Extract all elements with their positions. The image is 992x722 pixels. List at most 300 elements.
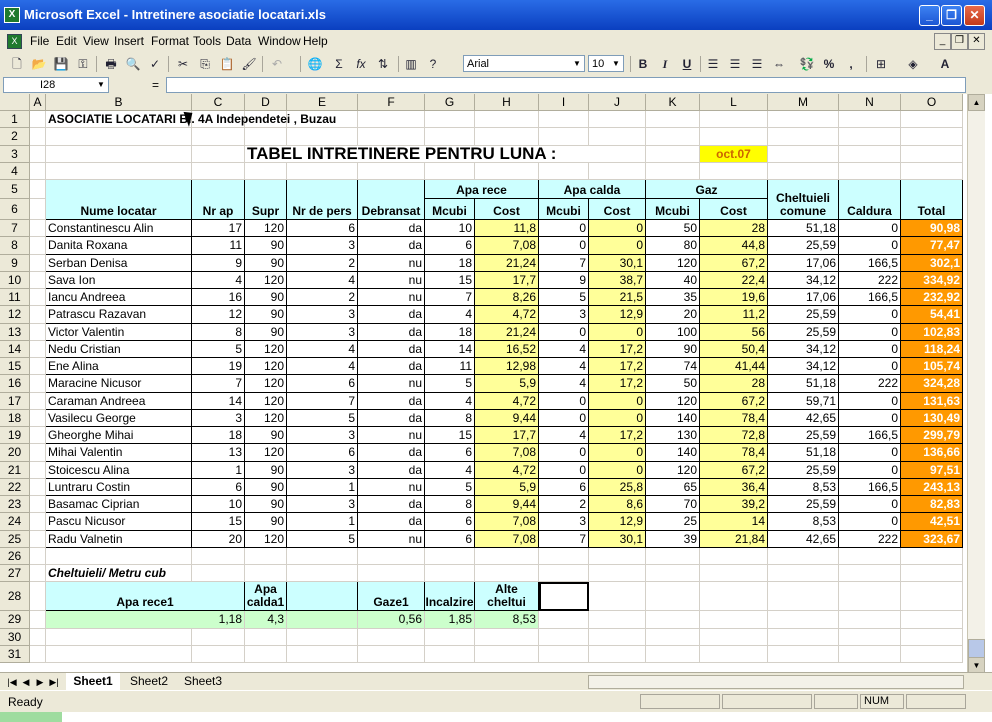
data-cell[interactable]: 136,66 [901,444,963,461]
data-cell[interactable]: 8 [192,324,245,341]
data-cell[interactable]: 302,1 [901,255,963,272]
data-cell[interactable]: 334,92 [901,272,963,289]
data-cell[interactable]: 13 [192,444,245,461]
data-cell[interactable]: 3 [287,237,358,254]
data-cell[interactable]: 0 [589,462,646,479]
data-cell[interactable]: 9,44 [475,410,539,427]
org-title-cell[interactable]: ASOCIATIE LOCATARI Bl. 4A Independetei , Buzau [46,111,475,128]
cell[interactable] [768,128,839,145]
cell[interactable] [901,548,963,565]
data-cell[interactable]: 0 [839,306,901,323]
cell[interactable] [901,163,963,180]
tab-sheet1[interactable]: Sheet1 [66,673,120,690]
cell[interactable] [539,565,589,582]
header-nr-pers[interactable]: Nr de pers [287,180,358,220]
data-cell[interactable]: 90,98 [901,220,963,237]
expense-header-cell[interactable]: Alte cheltui [475,582,539,611]
doc-restore-button[interactable]: ❐ [951,33,968,50]
cell[interactable] [30,444,46,461]
align-left-icon[interactable]: ☰ [707,57,719,71]
tenant-name-cell[interactable]: Nedu Cristian [46,341,192,358]
data-cell[interactable]: 102,83 [901,324,963,341]
data-cell[interactable]: 6 [287,220,358,237]
cell[interactable] [358,128,425,145]
row-header[interactable]: 10 [0,272,30,289]
data-cell[interactable]: 6 [287,444,358,461]
currency-icon[interactable]: 💱 [799,57,815,71]
data-cell[interactable]: 11,2 [700,306,768,323]
cell[interactable] [30,255,46,272]
data-cell[interactable]: 4,72 [475,306,539,323]
column-header[interactable]: O [901,94,963,111]
data-cell[interactable]: 232,92 [901,289,963,306]
data-cell[interactable]: 25,59 [768,496,839,513]
row-header[interactable]: 14 [0,341,30,358]
column-header[interactable]: I [539,94,589,111]
data-cell[interactable]: 3 [539,513,589,530]
cell[interactable] [425,629,475,646]
data-cell[interactable]: 6 [425,444,475,461]
data-cell[interactable]: 16 [192,289,245,306]
data-cell[interactable]: 6 [539,479,589,496]
cell[interactable] [30,513,46,530]
cell[interactable] [30,237,46,254]
data-cell[interactable]: 130,49 [901,410,963,427]
data-cell[interactable]: 34,12 [768,358,839,375]
open-icon[interactable]: 📂 [31,57,47,71]
cell[interactable] [768,146,839,163]
font-size-select[interactable]: 10 ▼ [588,55,624,72]
data-cell[interactable]: 7 [539,531,589,548]
data-cell[interactable]: 12 [192,306,245,323]
data-cell[interactable]: 17,7 [475,272,539,289]
cell[interactable] [30,306,46,323]
tenant-name-cell[interactable]: Patrascu Razavan [46,306,192,323]
data-cell[interactable]: 36,4 [700,479,768,496]
data-cell[interactable]: 90 [245,427,287,444]
row-header[interactable]: 17 [0,393,30,410]
cell[interactable] [768,111,839,128]
data-cell[interactable]: 90 [245,237,287,254]
cell[interactable] [30,163,46,180]
tenant-name-cell[interactable]: Radu Valnetin [46,531,192,548]
data-cell[interactable]: 243,13 [901,479,963,496]
cell[interactable] [539,163,589,180]
data-cell[interactable]: 4 [287,272,358,289]
data-cell[interactable]: nu [358,427,425,444]
expense-header-cell[interactable]: Apa calda1 [245,582,287,611]
cell[interactable] [245,565,287,582]
cell[interactable] [475,548,539,565]
menu-tools[interactable]: Tools [193,34,222,48]
row-header[interactable]: 3 [0,146,30,163]
data-cell[interactable]: 19 [192,358,245,375]
cell[interactable] [839,128,901,145]
data-cell[interactable]: 5 [287,410,358,427]
column-header[interactable]: L [700,94,768,111]
cell[interactable] [700,582,768,611]
cell[interactable] [287,163,358,180]
data-cell[interactable]: 105,74 [901,358,963,375]
data-cell[interactable]: 12,9 [589,306,646,323]
header-caldura[interactable]: Caldura [839,180,901,220]
cell[interactable] [589,565,646,582]
data-cell[interactable]: 0 [589,444,646,461]
cell[interactable] [358,548,425,565]
row-header[interactable]: 18 [0,410,30,427]
data-cell[interactable]: nu [358,289,425,306]
data-cell[interactable]: 59,71 [768,393,839,410]
row-header[interactable]: 23 [0,496,30,513]
data-cell[interactable]: da [358,393,425,410]
data-cell[interactable]: 0 [539,462,589,479]
data-cell[interactable]: 3 [539,306,589,323]
cell[interactable] [192,548,245,565]
cell[interactable] [768,582,839,611]
cell[interactable] [839,629,901,646]
data-cell[interactable]: 17,2 [589,375,646,392]
data-cell[interactable]: 222 [839,531,901,548]
cell[interactable] [30,128,46,145]
data-cell[interactable]: 0 [839,341,901,358]
cell[interactable] [245,548,287,565]
data-cell[interactable]: 65 [646,479,700,496]
header-gaz[interactable]: Gaz [646,180,768,199]
menu-file[interactable]: File [30,34,50,48]
cell[interactable] [539,548,589,565]
sort-ascending-icon[interactable]: ⇅ [377,57,389,71]
data-cell[interactable]: 6 [192,479,245,496]
data-cell[interactable]: 120 [245,220,287,237]
data-cell[interactable]: 25,59 [768,427,839,444]
data-cell[interactable]: 17,2 [589,358,646,375]
data-cell[interactable]: 2 [287,289,358,306]
cell[interactable] [901,611,963,628]
doc-minimize-button[interactable]: _ [934,33,951,50]
expense-value-cell[interactable]: 4,3 [245,611,287,628]
data-cell[interactable]: 10 [192,496,245,513]
data-cell[interactable]: 7,08 [475,444,539,461]
data-cell[interactable]: 4 [425,306,475,323]
restore-button[interactable]: ❐ [941,5,962,26]
month-cell[interactable]: oct.07 [700,146,768,163]
data-cell[interactable]: 90 [245,324,287,341]
row-header[interactable]: 29 [0,611,30,628]
tenant-name-cell[interactable]: Sava Ion [46,272,192,289]
data-cell[interactable]: 0 [839,358,901,375]
data-cell[interactable]: 17 [192,220,245,237]
save-icon[interactable]: 💾 [53,57,69,71]
header-total[interactable]: Total [901,180,963,220]
data-cell[interactable]: 299,79 [901,427,963,444]
cell[interactable] [46,146,192,163]
data-cell[interactable]: 6 [287,375,358,392]
cell[interactable] [30,199,46,220]
data-cell[interactable]: 0 [839,444,901,461]
cell[interactable] [539,128,589,145]
data-cell[interactable]: da [358,513,425,530]
data-cell[interactable]: da [358,358,425,375]
data-cell[interactable]: 1 [192,462,245,479]
data-cell[interactable]: 2 [539,496,589,513]
data-cell[interactable]: 5,9 [475,375,539,392]
data-cell[interactable]: 0 [839,393,901,410]
row-header[interactable]: 8 [0,237,30,254]
data-cell[interactable]: 5 [425,479,475,496]
data-cell[interactable]: 20 [192,531,245,548]
data-cell[interactable]: 90 [245,255,287,272]
tenant-name-cell[interactable]: Danita Roxana [46,237,192,254]
spelling-icon[interactable]: ✓ [149,57,161,71]
scroll-down-icon[interactable]: ▼ [968,657,985,674]
data-cell[interactable]: 72,8 [700,427,768,444]
cell[interactable] [646,163,700,180]
cell[interactable] [589,629,646,646]
autosum-icon[interactable]: Σ [335,57,343,71]
data-cell[interactable]: 7,08 [475,531,539,548]
tenant-name-cell[interactable]: Iancu Andreea [46,289,192,306]
tenant-name-cell[interactable]: Pascu Nicusor [46,513,192,530]
tenant-name-cell[interactable]: Ene Alina [46,358,192,375]
expense-value-cell[interactable]: 1,85 [425,611,475,628]
menu-insert[interactable]: Insert [114,34,145,48]
data-cell[interactable]: 5 [287,531,358,548]
data-cell[interactable]: 120 [245,444,287,461]
data-cell[interactable]: 21,84 [700,531,768,548]
cell[interactable] [589,163,646,180]
cell[interactable] [30,582,46,611]
data-cell[interactable]: 7 [287,393,358,410]
data-cell[interactable]: 25,59 [768,306,839,323]
data-cell[interactable]: 166,5 [839,255,901,272]
cell[interactable] [425,163,475,180]
copy-icon[interactable]: ⎘ [200,57,210,71]
data-cell[interactable]: 25 [646,513,700,530]
data-cell[interactable]: 0 [589,237,646,254]
row-header[interactable]: 26 [0,548,30,565]
data-cell[interactable]: 4 [539,358,589,375]
data-cell[interactable]: 140 [646,444,700,461]
data-cell[interactable]: 323,67 [901,531,963,548]
data-cell[interactable]: 2 [287,255,358,272]
data-cell[interactable]: 0 [589,410,646,427]
data-cell[interactable]: 3 [287,462,358,479]
tenant-name-cell[interactable]: Basamac Ciprian [46,496,192,513]
data-cell[interactable]: 21,5 [589,289,646,306]
data-cell[interactable]: 42,51 [901,513,963,530]
cell[interactable] [646,582,700,611]
data-cell[interactable]: 22,4 [700,272,768,289]
expense-value-cell[interactable]: 8,53 [475,611,539,628]
chart-wizard-icon[interactable]: ▥ [405,57,417,71]
data-cell[interactable]: 39,2 [700,496,768,513]
header-cost[interactable]: Cost [475,199,539,220]
data-cell[interactable]: nu [358,375,425,392]
data-cell[interactable]: 6 [425,513,475,530]
data-cell[interactable]: 6 [425,531,475,548]
data-cell[interactable]: 41,44 [700,358,768,375]
data-cell[interactable]: 0 [539,220,589,237]
cell[interactable] [646,611,700,628]
data-cell[interactable]: 17,2 [589,341,646,358]
cell[interactable] [839,163,901,180]
data-cell[interactable]: 0 [539,410,589,427]
row-header[interactable]: 5 [0,180,30,199]
data-cell[interactable]: 0 [539,237,589,254]
column-header[interactable]: C [192,94,245,111]
data-cell[interactable]: 15 [192,513,245,530]
data-cell[interactable]: 12,98 [475,358,539,375]
cell[interactable] [287,629,358,646]
cell[interactable] [46,646,192,663]
column-header[interactable]: A [30,94,46,111]
format-painter-icon[interactable]: 🖌 [241,57,257,71]
data-cell[interactable]: 44,8 [700,237,768,254]
cell[interactable] [192,128,245,145]
data-cell[interactable]: 15 [425,427,475,444]
data-cell[interactable]: 4 [287,341,358,358]
expense-value-cell[interactable]: 0,56 [358,611,425,628]
menu-window[interactable]: Window [258,34,301,48]
header-nr-ap[interactable]: Nr ap [192,180,245,220]
data-cell[interactable]: 70 [646,496,700,513]
cell[interactable] [30,180,46,199]
cell[interactable] [192,146,245,163]
header-apa-calda[interactable]: Apa calda [539,180,646,199]
data-cell[interactable]: da [358,410,425,427]
cell[interactable] [30,111,46,128]
data-cell[interactable]: 7 [425,289,475,306]
row-header[interactable]: 12 [0,306,30,323]
data-cell[interactable]: 120 [245,393,287,410]
cell[interactable] [539,111,589,128]
select-all-corner[interactable] [0,94,30,111]
data-cell[interactable]: 8 [425,410,475,427]
data-cell[interactable]: 28 [700,220,768,237]
taskbar-start[interactable] [0,712,62,722]
header-supr[interactable]: Supr [245,180,287,220]
cell[interactable] [839,582,901,611]
column-header[interactable]: E [287,94,358,111]
data-cell[interactable]: 130 [646,427,700,444]
row-header[interactable]: 19 [0,427,30,444]
cell[interactable] [768,163,839,180]
data-cell[interactable]: 120 [646,255,700,272]
data-cell[interactable]: 3 [192,410,245,427]
print-icon[interactable]: 🖶 [105,57,117,71]
column-header[interactable]: D [245,94,287,111]
cell[interactable] [30,220,46,237]
cell[interactable] [475,128,539,145]
cell[interactable] [589,646,646,663]
data-cell[interactable]: 50 [646,220,700,237]
cell[interactable] [30,358,46,375]
cell[interactable] [30,496,46,513]
cell[interactable] [589,582,646,611]
cell[interactable] [589,128,646,145]
data-cell[interactable]: 14 [700,513,768,530]
data-cell[interactable]: 74 [646,358,700,375]
hyperlink-icon[interactable]: 🌐 [307,57,323,71]
data-cell[interactable]: 50,4 [700,341,768,358]
data-cell[interactable]: 120 [245,341,287,358]
cell[interactable] [30,410,46,427]
data-cell[interactable]: 4 [287,358,358,375]
scroll-up-icon[interactable]: ▲ [968,94,985,111]
data-cell[interactable]: 18 [425,324,475,341]
data-cell[interactable]: 78,4 [700,410,768,427]
data-cell[interactable]: da [358,237,425,254]
cell[interactable] [425,565,475,582]
data-cell[interactable]: 4 [192,272,245,289]
data-cell[interactable]: 9,44 [475,496,539,513]
cell[interactable] [192,629,245,646]
cell[interactable] [46,629,192,646]
name-box[interactable]: I28 ▼ [3,77,109,93]
cell[interactable] [425,548,475,565]
column-header[interactable]: M [768,94,839,111]
data-cell[interactable]: 90 [245,289,287,306]
data-cell[interactable]: 0 [839,410,901,427]
data-cell[interactable]: 4 [425,393,475,410]
data-cell[interactable]: 4,72 [475,393,539,410]
data-cell[interactable]: 3 [287,324,358,341]
minimize-button[interactable]: _ [919,5,940,26]
row-header[interactable]: 22 [0,479,30,496]
cell[interactable] [839,111,901,128]
data-cell[interactable]: 120 [245,410,287,427]
active-cell-selection[interactable] [539,582,589,611]
cell[interactable] [700,163,768,180]
data-cell[interactable]: 8,53 [768,479,839,496]
cell[interactable] [589,611,646,628]
data-cell[interactable]: 14 [192,393,245,410]
data-cell[interactable]: 8 [425,496,475,513]
tenant-name-cell[interactable]: Caraman Andreea [46,393,192,410]
cell[interactable] [646,565,700,582]
column-header[interactable]: K [646,94,700,111]
cell[interactable] [768,565,839,582]
horizontal-scrollbar[interactable] [588,675,964,689]
data-cell[interactable]: 82,83 [901,496,963,513]
data-cell[interactable]: nu [358,255,425,272]
cell[interactable] [700,565,768,582]
font-color-icon[interactable]: A [940,57,950,71]
data-cell[interactable]: 0 [589,220,646,237]
data-cell[interactable]: 17,2 [589,427,646,444]
row-header[interactable]: 20 [0,444,30,461]
header-cost[interactable]: Cost [589,199,646,220]
data-cell[interactable]: da [358,462,425,479]
header-debransat[interactable]: Debransat [358,180,425,220]
data-cell[interactable]: 67,2 [700,255,768,272]
data-cell[interactable]: 4,72 [475,462,539,479]
data-cell[interactable]: 28 [700,375,768,392]
last-sheet-icon[interactable]: ▶| [49,677,59,687]
data-cell[interactable]: da [358,324,425,341]
row-header[interactable]: 27 [0,565,30,582]
data-cell[interactable]: 38,7 [589,272,646,289]
data-cell[interactable]: 42,65 [768,531,839,548]
header-mcubi[interactable]: Mcubi [539,199,589,220]
cell[interactable] [30,531,46,548]
data-cell[interactable]: 8,6 [589,496,646,513]
header-apa-rece[interactable]: Apa rece [425,180,539,199]
print-preview-icon[interactable]: 🔍 [125,57,141,71]
row-header[interactable]: 7 [0,220,30,237]
data-cell[interactable]: nu [358,479,425,496]
cell[interactable] [425,646,475,663]
